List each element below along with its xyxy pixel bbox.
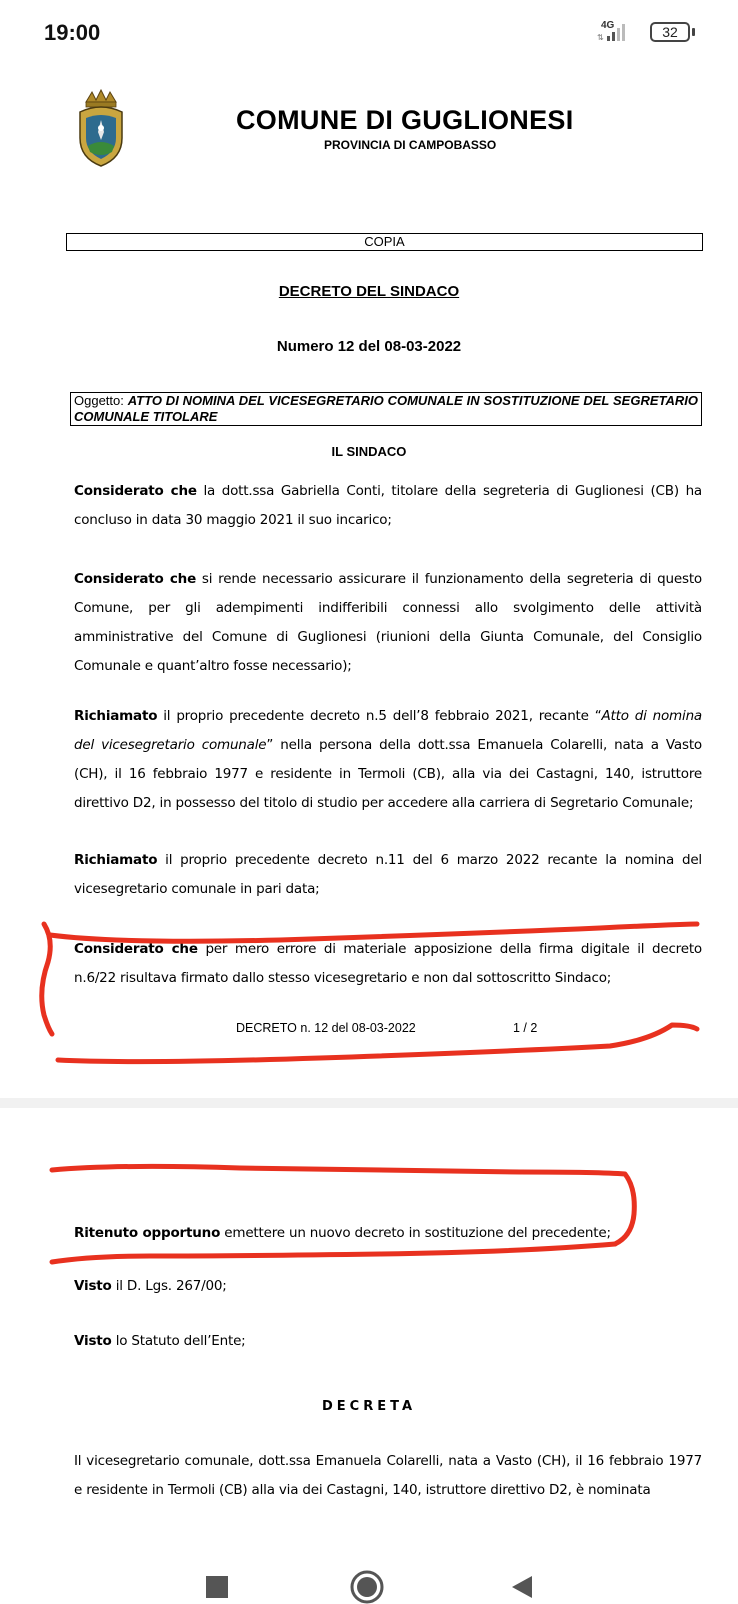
paragraph-lead: Richiamato xyxy=(74,852,158,868)
paragraph-lead: Considerato che xyxy=(74,483,197,499)
page-footer-label: DECRETO n. 12 del 08-03-2022 xyxy=(236,1021,416,1035)
paragraph-italic: Atto di nomina del vicesegretario comunale xyxy=(74,708,702,753)
paragraph-lead: Considerato che xyxy=(74,941,198,957)
paragraph-lead: Visto xyxy=(74,1278,112,1294)
paragraph-text: la dott.ssa Gabriella Conti, titolare della segreteria di Guglionesi (CB) ha concluso in data 30 maggio 2021 il suo incarico; xyxy=(74,483,702,528)
decree-title xyxy=(0,283,738,300)
paragraph-richiamato-1 xyxy=(74,702,702,818)
paragraph-lead: Ritenuto opportuno xyxy=(74,1225,221,1241)
paragraph-ritenuto xyxy=(74,1219,702,1248)
triangle-back-icon[interactable] xyxy=(508,1574,534,1600)
paragraph-lead: Visto xyxy=(74,1333,112,1349)
signal-icon xyxy=(597,22,637,42)
network-type: 4G xyxy=(601,20,615,31)
decreta-heading: DECRETA xyxy=(321,1399,417,1414)
sindaco-heading: IL SINDACO xyxy=(331,444,407,459)
paragraph-text: il proprio precedente decreto n.5 dell’8 febbraio 2021, recante “ xyxy=(157,708,602,724)
paragraph-text: il proprio precedente decreto n.11 del 6 marzo 2022 recante la nomina del vicesegretario comunale in pari data; xyxy=(74,852,702,897)
square-icon[interactable] xyxy=(206,1576,228,1598)
municipality-name: COMUNE DI GUGLIONESI xyxy=(236,105,574,135)
decree-number: Numero 12 del 08-03-2022 xyxy=(276,338,462,355)
clock: 19:00 xyxy=(44,20,101,45)
circle-home-icon[interactable] xyxy=(350,1570,384,1604)
coat-of-arms-icon xyxy=(72,88,130,168)
page-separator xyxy=(0,1098,738,1108)
paragraph-text: ” nella persona della dott.ssa Emanuela Colarelli, nata a Vasto (CH), il 16 febbraio 1977 e residente in Termoli (CB), alla via dei Castagni, 140, istruttore direttivo D2, in possesso del titolo di studio per accedere alla carriera di Segretario Comunale; xyxy=(74,737,702,811)
paragraph-text: per mero errore di materiale apposizione della firma digitale il decreto n.6/22 risultava firmato dallo stesso vicesegretario e non dal sottoscritto Sindaco; xyxy=(74,941,702,986)
status-bar xyxy=(0,0,738,62)
paragraph-lead: Richiamato xyxy=(74,708,158,724)
copy-label: COPIA xyxy=(66,233,703,251)
battery-icon: 32 xyxy=(650,22,690,42)
paragraph-final: Il vicesegretario comunale, dott.ssa Emanuela Colarelli, nata a Vasto (CH), il 16 febbraio 1977 e residente in Termoli (CB) alla via dei Castagni, 140, istruttore direttivo D2, è nominata xyxy=(74,1453,702,1498)
province-name: PROVINCIA DI CAMPOBASSO xyxy=(324,138,497,152)
paragraph-lead: Considerato che xyxy=(74,571,197,587)
decree-title-text: DECRETO DEL SINDACO xyxy=(278,283,460,300)
paragraph-text: lo Statuto dell’Ente; xyxy=(111,1333,246,1349)
paragraph-text: emettere un nuovo decreto in sostituzione del precedente; xyxy=(220,1225,611,1241)
paragraph-richiamato-2 xyxy=(74,846,702,904)
paragraph-considerato-2 xyxy=(74,565,702,681)
paragraph-considerato-3 xyxy=(74,935,702,993)
paragraph-text: il D. Lgs. 267/00; xyxy=(111,1278,227,1294)
paragraph-text: si rende necessario assicurare il funzionamento della segreteria di questo Comune, per gli adempimenti indifferibili connessi allo svolgimento delle attività amministrative del Comune di Guglionesi (riunioni della Giunta Comunale, del Consiglio Comunale e quant’altro fosse necessario); xyxy=(74,571,702,674)
subject-box xyxy=(70,392,702,426)
paragraph-considerato-1 xyxy=(74,477,702,535)
svg-text:⇅: ⇅ xyxy=(597,33,604,42)
paragraph-visto-1 xyxy=(74,1272,702,1301)
subject-label: Oggetto: xyxy=(74,393,124,408)
page-footer-number: 1 / 2 xyxy=(513,1021,538,1035)
subject-text: ATTO DI NOMINA DEL VICESEGRETARIO COMUNALE IN SOSTITUZIONE DEL SEGRETARIO COMUNALE TITOLARE xyxy=(74,393,698,424)
paragraph-visto-2 xyxy=(74,1327,702,1356)
battery-tip xyxy=(692,28,695,36)
